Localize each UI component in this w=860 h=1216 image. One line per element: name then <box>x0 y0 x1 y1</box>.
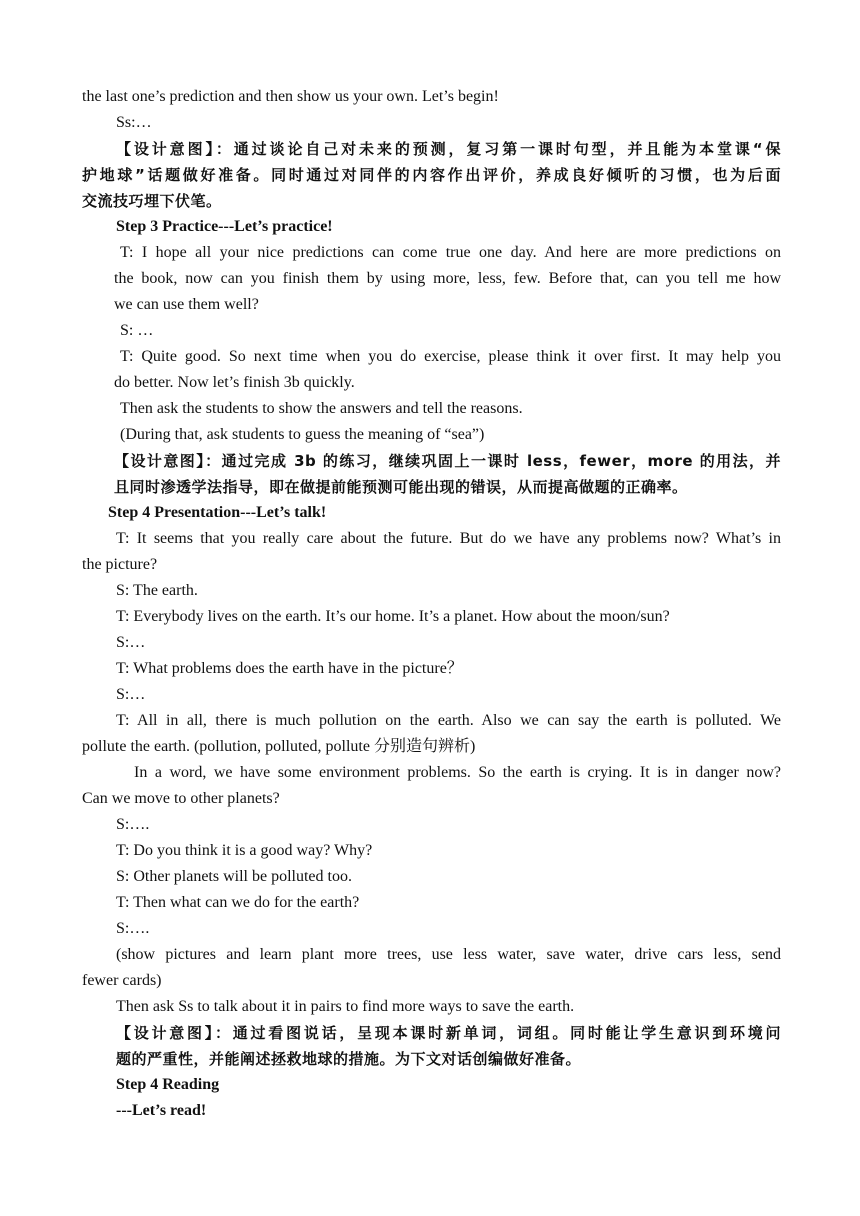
text-line: the book, now can you finish them by using more, less, few. Before that, can you tell me how <box>114 270 781 287</box>
text-line: T: It seems that you really care about the future. But do we have any problems now? What’s in <box>116 530 781 547</box>
text-line: do better. Now let’s finish 3b quickly. <box>114 374 355 391</box>
text-line: the last one’s prediction and then show us your own. Let’s begin! <box>82 88 499 105</box>
text-line: we can use them well? <box>114 296 259 313</box>
step-heading: Step 3 Practice---Let’s practice! <box>116 218 333 235</box>
text-line: the picture? <box>82 556 158 573</box>
text-line: Then ask Ss to talk about it in pairs to find more ways to save the earth. <box>116 998 575 1015</box>
text-line: S:… <box>116 686 146 703</box>
design-intent-line: 题的严重性，并能阐述拯救地球的措施。为下文对话创编做好准备。 <box>116 1050 582 1068</box>
text-line: T: I hope all your nice predictions can come true one day. And here are more predictions on <box>120 244 781 261</box>
text-line: T: Quite good. So next time when you do exercise, please think it over first. It may help you <box>120 348 781 365</box>
text-line: pollute the earth. (pollution, polluted, pollute 分别造句辨析) <box>82 738 476 755</box>
text-line: (show pictures and learn plant more trees, use less water, save water, drive cars less, send <box>116 946 781 963</box>
step-heading: Step 4 Presentation---Let’s talk! <box>108 504 327 521</box>
design-intent-line: 【设计意图】：通过看图说话，呈现本课时新单词，词组。同时能让学生意识到环境问 <box>116 1024 781 1042</box>
text-line: T: Everybody lives on the earth. It’s our home. It’s a planet. How about the moon/sun? <box>116 608 670 625</box>
text-line: In a word, we have some environment problems. So the earth is crying. It is in danger now? <box>134 764 781 781</box>
text-line: fewer cards) <box>82 972 162 989</box>
text-line: Ss:… <box>116 114 152 131</box>
step-heading: Step 4 Reading <box>116 1076 220 1093</box>
text-line: T: All in all, there is much pollution on the earth. Also we can say the earth is polluted. We <box>116 712 781 729</box>
design-intent-line: 且同时渗透学法指导，即在做提前能预测可能出现的错误，从而提高做题的正确率。 <box>114 478 688 496</box>
text-line: S: The earth. <box>116 582 198 599</box>
design-intent-line: 护地球”话题做好准备。同时通过对同伴的内容作出评价，养成良好倾听的习惯，也为后面 <box>82 166 781 184</box>
text-line: (During that, ask students to guess the meaning of “sea”) <box>120 426 485 443</box>
text-line: Then ask the students to show the answers and tell the reasons. <box>120 400 523 417</box>
design-intent-line: 【设计意图】：通过完成 3b 的练习，继续巩固上一课时 less，fewer，more 的用法，并 <box>114 452 781 470</box>
design-intent-line: 【设计意图】：通过谈论自己对未来的预测，复习第一课时句型，并且能为本堂课“保 <box>116 140 781 158</box>
text-line: T: What problems does the earth have in the picture？ <box>116 660 463 677</box>
design-intent-line: 交流技巧埋下伏笔。 <box>82 192 222 210</box>
text-line: S:…. <box>116 920 150 937</box>
step-subheading: ---Let’s read! <box>116 1102 207 1119</box>
text-line: S:…. <box>116 816 150 833</box>
text-line: T: Then what can we do for the earth? <box>116 894 360 911</box>
text-line: Can we move to other planets? <box>82 790 280 807</box>
text-line: S: … <box>120 322 154 339</box>
text-line: S:… <box>116 634 146 651</box>
text-line: T: Do you think it is a good way? Why? <box>116 842 373 859</box>
text-line: S: Other planets will be polluted too. <box>116 868 352 885</box>
